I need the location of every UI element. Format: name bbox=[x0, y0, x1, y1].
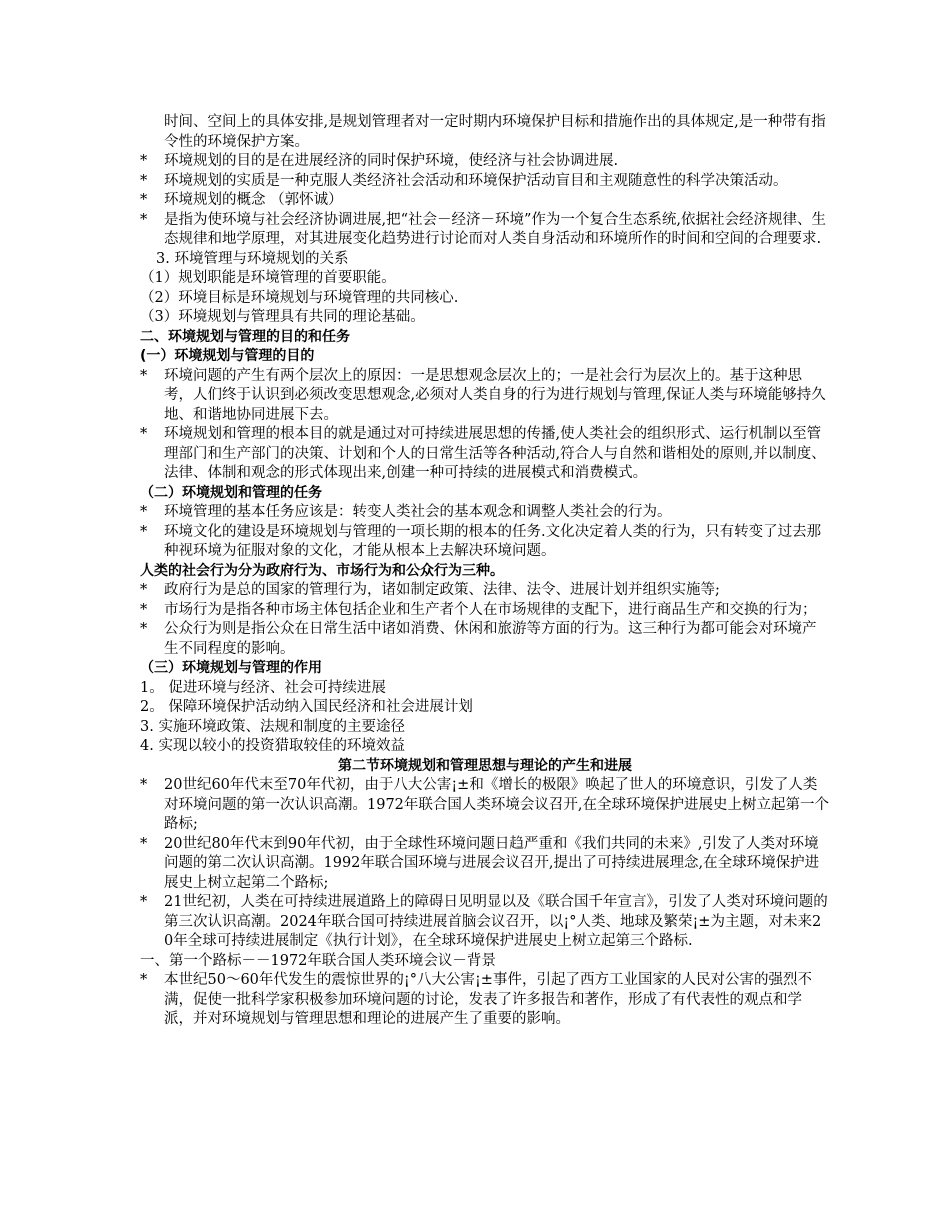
bullet-mark: * bbox=[140, 504, 148, 520]
bullet-paragraph bbox=[140, 172, 830, 192]
bullet-text: 环境问题的产生有两个层次上的原因：一是思想观念层次上的；一是社会行为层次上的。基于这种思考，人们终于认识到必须改变思想观念,必须对人类自身的行为进行规划与管理,保证人类与环境能够持久地、和谐地协同进展下去。 bbox=[164, 367, 826, 423]
text-line: 4. 实现以较小的投资猎取较佳的环境效益 bbox=[140, 738, 405, 754]
bullet-paragraph bbox=[140, 620, 830, 659]
bullet-paragraph bbox=[140, 191, 830, 211]
bullet-text: 公众行为则是指公众在日常生活中诸如消费、休闲和旅游等方面的行为。这三种行为都可能会对环境产生不同程度的影响。 bbox=[164, 621, 817, 657]
text-line: 2。 保障环境保护活动纳入国民经济和社会进展计划 bbox=[140, 699, 473, 715]
text-line: （2）环境目标是环境规划与环境管理的共同核心. bbox=[140, 289, 459, 306]
bullet-paragraph bbox=[140, 971, 830, 1030]
bullet-mark: * bbox=[140, 192, 148, 208]
document-page bbox=[140, 113, 830, 1030]
section-heading: （三）环境规划与管理的作用 bbox=[140, 660, 322, 676]
bullet-mark: * bbox=[140, 621, 148, 637]
text-line: 1。 促进环境与经济、社会可持续进展 bbox=[140, 679, 386, 696]
bullet-text: 环境规划和管理的根本目的就是通过对可持续进展思想的传播,使人类社会的组织形式、运行机制以至管理部门和生产部门的决策、计划和个人的日常生活等各种活动,符合人与自然和谐相处的原则,并以制度、法律、体制和观念的形式体现出来,创建一种可持续的进展模式和消费模式。 bbox=[164, 426, 826, 481]
bullet-text: 市场行为是指各种市场主体包括企业和生产者个人在市场规律的支配下，进行商品生产和交换的行为； bbox=[164, 601, 817, 618]
text-line: 3. 实施环境政策、法规和制度的主要途径 bbox=[140, 718, 405, 735]
bullet-text: 环境文化的建设是环境规划与管理的一项长期的根本的任务.文化决定着人类的行为，只有转变了过去那种视环境为征服对象的文化，才能从根本上去解决环境问题。 bbox=[164, 523, 822, 559]
bullet-paragraph bbox=[140, 503, 830, 523]
bullet-paragraph bbox=[140, 776, 830, 835]
bullet-mark: * bbox=[140, 367, 148, 384]
bullet-mark: * bbox=[140, 894, 148, 910]
bullet-paragraph bbox=[140, 523, 830, 562]
bullet-text: 环境规划的概念 （郭怀诚） bbox=[164, 192, 343, 208]
bullet-paragraph bbox=[140, 425, 830, 484]
bullet-paragraph bbox=[140, 835, 830, 894]
text-line: （1）规划职能是环境管理的首要职能。 bbox=[140, 270, 396, 286]
bullet-mark: * bbox=[140, 582, 148, 598]
bullet-text: 20世纪60年代末至70年代初，由于八大公害¡±和《增长的极限》唤起了世人的环境意识，引发了人类对环境问题的第一次认识高潮。1972年联合国人类环境会议召开,在全球环境保护进展史上树立起第一个路标; bbox=[164, 777, 830, 832]
bullet-mark: * bbox=[140, 523, 148, 540]
bullet-paragraph bbox=[140, 367, 830, 426]
bullet-paragraph bbox=[140, 893, 830, 952]
bullet-text: 环境规划的实质是一种克服人类经济社会活动和环境保护活动盲目和主观随意性的科学决策活动。 bbox=[164, 172, 788, 189]
section-heading: 人类的社会行为分为政府行为、市场行为和公众行为三种。 bbox=[140, 562, 504, 579]
bullet-mark: * bbox=[140, 153, 148, 169]
section-title: 第二节环境规划和管理思想与理论的产生和进展 bbox=[338, 757, 632, 774]
bullet-mark: * bbox=[140, 426, 148, 442]
bullet-text: 是指为使环境与社会经济协调进展,把“社会－经济－环境”作为一个复合生态系统,依据社会经济规律、生态规律和地学原理，对其进展变化趋势进行讨论而对人类自身活动和环境所作的时间和空间的合理要求. bbox=[164, 211, 827, 247]
bullet-text: 环境管理的基本任务应该是：转变人类社会的基本观念和调整人类社会的行为。 bbox=[164, 504, 672, 520]
bullet-mark: * bbox=[140, 172, 148, 189]
bullet-text: 政府行为是总的国家的管理行为，诸如制定政策、法律、法令、进展计划并组织实施等; bbox=[164, 582, 720, 598]
bullet-mark: * bbox=[140, 777, 148, 793]
bullet-mark: * bbox=[140, 601, 148, 618]
bullet-mark: * bbox=[140, 835, 148, 852]
section-heading: 二、环境规划与管理的目的和任务 bbox=[140, 328, 350, 345]
text-line: （3）环境规划与管理具有共同的理论基础。 bbox=[140, 309, 425, 325]
bullet-mark: * bbox=[140, 972, 148, 988]
bullet-text: 20世纪80年代末到90年代初，由于全球性环境问题日趋严重和《我们共同的未来》,引发了人类对环境问题的第二次认识高潮。1992年联合国环境与进展会议召开,提出了可持续进展理念,在全球环境保护进展史上树立起第二个路标; bbox=[164, 835, 820, 891]
section-heading: （二）环境规划和管理的任务 bbox=[140, 484, 322, 501]
bullet-paragraph bbox=[140, 601, 830, 621]
bullet-text: 21世纪初，人类在可持续进展道路上的障碍日见明显以及《联合国千年宣言》，引发了人类对环境问题的第三次认识高潮。2024年联合国可持续进展首脑会议召开，以¡°人类、地球及繁荣¡±为主题，对未来20年全球可持续进展制定《执行计划》，在全球环境保护进展史上树立起第三个路标. bbox=[164, 894, 828, 949]
continued-paragraph: 时间、空间上的具体安排,是规划管理者对一定时期内环境保护目标和措施作出的具体规定,是一种带有指令性的环境保护方案。 bbox=[164, 114, 826, 150]
bullet-mark: * bbox=[140, 211, 148, 228]
bullet-paragraph bbox=[140, 211, 830, 250]
sub-heading: 3. 环境管理与环境规划的关系 bbox=[156, 250, 349, 267]
section-heading: (一）环境规划与管理的目的 bbox=[140, 348, 315, 364]
bullet-paragraph bbox=[140, 581, 830, 601]
bullet-text: 本世纪50～60年代发生的震惊世界的¡°八大公害¡±事件，引起了西方工业国家的人民对公害的强烈不满，促使一批科学家积极参加环境问题的讨论，发表了许多报告和著作，形成了有代表性的观点和学派，并对环境规划与管理思想和理论的进展产生了重要的影响。 bbox=[164, 972, 812, 1027]
bullet-paragraph bbox=[140, 152, 830, 172]
bullet-text: 环境规划的目的是在进展经济的同时保护环境，使经济与社会协调进展. bbox=[164, 153, 619, 169]
text-line: 一、第一个路标－－1972年联合国人类环境会议－背景 bbox=[140, 952, 496, 969]
